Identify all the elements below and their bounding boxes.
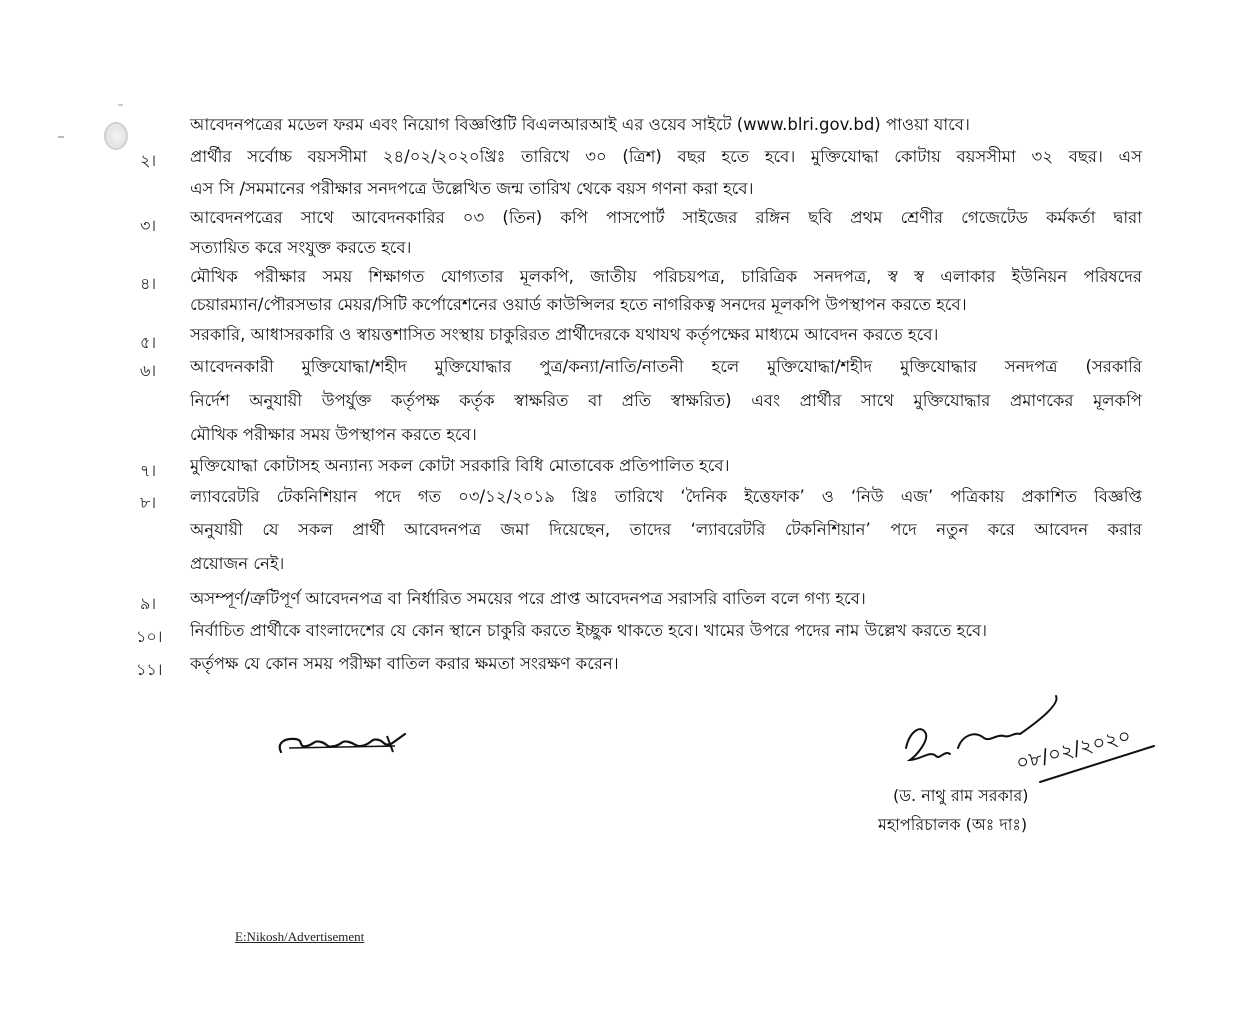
- signatory-name: (ড. নাথু রাম সরকার): [893, 786, 1029, 805]
- margin-mark: [58, 136, 64, 138]
- item-6-line-1: আবেদনকারী মুক্তিযোদ্ধা/শহীদ মুক্তিযোদ্ধার পুত্র/কন্যা/নাতি/নাতনী হলে মুক্তিযোদ্ধা/শহীদ মুক্তিযোদ্ধার সনদপত্র (সরকারি: [190, 357, 1142, 376]
- item-number: ১১।: [136, 660, 163, 679]
- item-6-line-3: মৌখিক পরীক্ষার সময় উপস্থাপন করতে হবে।: [190, 425, 477, 444]
- item-number: ৭।: [140, 461, 157, 480]
- item-number: ৯।: [140, 594, 157, 613]
- file-reference: E:Nikosh/Advertisement: [235, 929, 365, 944]
- item-7-line-1: মুক্তিযোদ্ধা কোটাসহ অন্যান্য সকল কোটা সরকারি বিধি মোতাবেক প্রতিপালিত হবে।: [190, 456, 730, 475]
- item-10-line-1: নির্বাচিত প্রার্থীকে বাংলাদেশের যে কোন স্থানে চাকুরি করতে ইচ্ছুক থাকতে হবে। খামের উপরে পদের নাম উল্লেখ করতে হবে।: [190, 621, 988, 640]
- signature-date: ০৮/০২/২০২০: [1013, 723, 1134, 775]
- item-8-line-2: অনুযায়ী যে সকল প্রার্থী আবেদনপত্র জমা দিয়েছেন, তাদের ‘ল্যাবরেটরি টেকনিশিয়ান’ পদে নতুন করে আবেদন করার: [190, 520, 1142, 539]
- item-2-line-1: প্রার্থীর সর্বোচ্চ বয়সসীমা ২৪/০২/২০২০খ্রিঃ তারিখে ৩০ (ত্রিশ) বছর হতে হবে। মুক্তিযোদ্ধা কোটায় বয়সসীমা ৩২ বছর। এস: [190, 147, 1142, 166]
- item-number: ৮।: [140, 493, 157, 512]
- director-signature: [900, 690, 1160, 785]
- margin-mark: [118, 104, 123, 106]
- item-4-line-2: চেয়ারম্যান/পৌরসভার মেয়র/সিটি কর্পোরেশনের ওয়ার্ড কাউন্সিলর হতে নাগরিকত্ব সনদের মূলকপি উপস্থাপন করতে হবে।: [190, 295, 967, 314]
- item-3-line-1: আবেদনপত্রের সাথে আবেদনকারির ০৩ (তিন) কপি পাসপোর্ট সাইজের রঙ্গিন ছবি প্রথম শ্রেণীর গেজেটেড কর্মকর্তা দ্বারা: [190, 208, 1142, 227]
- item-number: ১০।: [136, 627, 163, 646]
- item-1-line-1: আবেদনপত্রের মডেল ফরম এবং নিয়োগ বিজ্ঞপ্তিটি বিএলআরআই এর ওয়েব সাইটে (www.blri.gov.bd) পাওয়া যাবে।: [190, 115, 970, 134]
- item-4-line-1: মৌখিক পরীক্ষার সময় শিক্ষাগত যোগ্যতার মূলকপি, জাতীয় পরিচয়পত্র, চারিত্রিক সনদপত্র, স্ব স্ব এলাকার ইউনিয়ন পরিষদের: [190, 267, 1142, 286]
- item-2-line-2: এস সি /সমমানের পরীক্ষার সনদপত্রে উল্লেখিত জন্ম তারিখ থেকে বয়স গণনা করা হবে।: [190, 179, 754, 198]
- initials-signature: [275, 730, 410, 760]
- item-11-line-1: কর্তৃপক্ষ যে কোন সময় পরীক্ষা বাতিল করার ক্ষমতা সংরক্ষণ করেন।: [190, 654, 619, 673]
- punch-hole-mark: [104, 122, 128, 150]
- signatory-designation: মহাপরিচালক (অঃ দাঃ): [878, 815, 1028, 834]
- item-9-line-1: অসম্পূর্ণ/ত্রুটিপূর্ণ আবেদনপত্র বা নির্ধারিত সময়ের পরে প্রাপ্ত আবেদনপত্র সরাসরি বাতিল বলে গণ্য হবে।: [190, 589, 866, 608]
- item-number: ২।: [140, 151, 157, 170]
- item-5-line-1: সরকারি, আধাসরকারি ও স্বায়ত্তশাসিত সংস্থায় চাকুরিরত প্রার্থীদেরকে যথাযথ কর্তৃপক্ষের মাধ্যমে আবেদন করতে হবে।: [190, 325, 939, 344]
- item-3-line-2: সত্যায়িত করে সংযুক্ত করতে হবে।: [190, 238, 412, 257]
- item-number: ৪।: [140, 274, 157, 293]
- item-6-line-2: নির্দেশ অনুযায়ী উপর্যুক্ত কর্তৃপক্ষ কর্তৃক স্বাক্ষরিত বা প্রতি স্বাক্ষরিত) এবং প্রার্থীর সাথে মুক্তিযোদ্ধার প্রমাণকের মূলকপি: [190, 391, 1142, 410]
- item-number: ৩।: [140, 216, 157, 235]
- item-number: ৫।: [140, 333, 157, 352]
- item-8-line-1: ল্যাবরেটরি টেকনিশিয়ান পদে গত ০৩/১২/২০১৯ খ্রিঃ তারিখে ‘দৈনিক ইত্তেফাক’ ও ‘নিউ এজ’ পত্রিকায় প্রকাশিত বিজ্ঞপ্তি: [190, 487, 1142, 506]
- item-8-line-3: প্রয়োজন নেই।: [190, 554, 285, 573]
- item-number: ৬।: [140, 361, 157, 380]
